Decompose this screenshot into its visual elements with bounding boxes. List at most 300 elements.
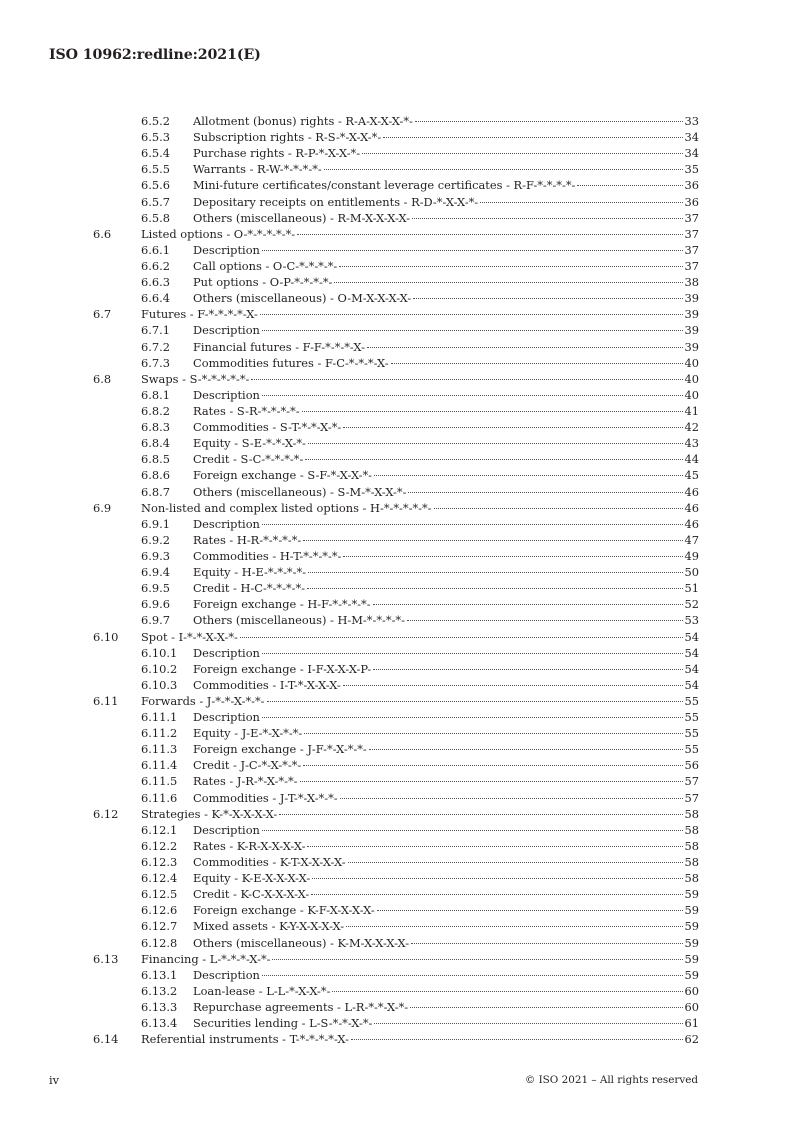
toc-dot-leader <box>262 975 683 976</box>
toc-entry-page: 54 <box>684 677 699 692</box>
toc-entry-line <box>193 709 699 725</box>
toc-dot-leader <box>373 669 682 670</box>
toc-entry-page: 51 <box>684 581 699 596</box>
toc-subsection-entry[interactable] <box>93 757 699 773</box>
toc-entry-number: 6.8.6 <box>141 468 170 483</box>
toc-dot-leader <box>369 749 683 750</box>
toc-entry-line <box>141 1031 699 1047</box>
toc-subsection-entry[interactable] <box>93 210 699 226</box>
toc-entry-page: 60 <box>684 1000 699 1015</box>
toc-entry-page: 59 <box>684 903 699 918</box>
table-of-contents <box>93 113 699 1047</box>
toc-entry-page: 58 <box>684 806 699 821</box>
toc-subsection-entry[interactable] <box>93 822 699 838</box>
toc-section-entry[interactable] <box>93 693 699 709</box>
toc-entry-page: 34 <box>684 130 699 145</box>
toc-subsection-entry[interactable] <box>93 870 699 886</box>
toc-entry-number: 6.11.1 <box>141 710 178 725</box>
toc-entry-title: Purchase rights - R-P-*-X-X-*- <box>193 146 361 161</box>
toc-entry-title: Rates - J-R-*-X-*-*- <box>193 774 298 789</box>
toc-subsection-entry[interactable] <box>93 355 699 371</box>
toc-entry-page: 55 <box>684 742 699 757</box>
toc-entry-line <box>193 532 699 548</box>
toc-entry-title: Equity - H-E-*-*-*-*- <box>193 565 307 580</box>
toc-entry-page: 40 <box>684 371 699 386</box>
toc-entry-number: 6.12.6 <box>141 903 178 918</box>
toc-entry-number: 6.9.1 <box>141 516 170 531</box>
toc-subsection-entry[interactable] <box>93 113 699 129</box>
toc-entry-line <box>193 822 699 838</box>
toc-entry-title: Swaps - S-*-*-*-*-*- <box>141 371 250 386</box>
toc-entry-number: 6.6.3 <box>141 275 170 290</box>
toc-entry-title: Others (miscellaneous) - H-M-*-*-*-*- <box>193 613 405 628</box>
toc-entry-title: Description <box>193 516 260 531</box>
toc-section-entry[interactable] <box>93 500 699 516</box>
toc-entry-line <box>193 645 699 661</box>
toc-dot-leader <box>391 363 683 364</box>
toc-subsection-entry[interactable] <box>93 322 699 338</box>
toc-subsection-entry[interactable] <box>93 274 699 290</box>
toc-entry-line <box>193 741 699 757</box>
toc-dot-leader <box>300 781 683 782</box>
toc-dot-leader <box>348 862 683 863</box>
toc-entry-line <box>193 339 699 355</box>
toc-entry-page: 39 <box>684 291 699 306</box>
toc-entry-page: 59 <box>684 951 699 966</box>
toc-entry-line <box>193 967 699 983</box>
toc-entry-number: 6.7.3 <box>141 355 170 370</box>
toc-entry-page: 49 <box>684 548 699 563</box>
toc-subsection-entry[interactable] <box>93 242 699 258</box>
toc-dot-leader <box>374 475 682 476</box>
toc-entry-page: 39 <box>684 339 699 354</box>
toc-entry-title: Foreign exchange - K-F-X-X-X-X- <box>193 903 375 918</box>
toc-subsection-entry[interactable] <box>93 532 699 548</box>
toc-subsection-entry[interactable] <box>93 403 699 419</box>
toc-entry-page: 35 <box>684 162 699 177</box>
toc-entry-title: Foreign exchange - H-F-*-*-*-*- <box>193 597 371 612</box>
toc-entry-number: 6.5.3 <box>141 130 170 145</box>
toc-dot-leader <box>304 733 682 734</box>
toc-entry-number: 6.9.5 <box>141 581 170 596</box>
toc-entry-title: Referential instruments - T-*-*-*-*-X- <box>141 1032 349 1047</box>
toc-entry-line <box>193 935 699 951</box>
toc-entry-page: 38 <box>684 275 699 290</box>
toc-subsection-entry[interactable] <box>93 1015 699 1031</box>
toc-entry-title: Others (miscellaneous) - K-M-X-X-X-X- <box>193 935 410 950</box>
toc-subsection-entry[interactable] <box>93 161 699 177</box>
toc-entry-number: 6.9 <box>93 500 112 515</box>
toc-dot-leader <box>373 604 683 605</box>
toc-dot-leader <box>480 202 682 203</box>
toc-section-entry[interactable] <box>93 371 699 387</box>
toc-entry-line <box>193 451 699 467</box>
toc-dot-leader <box>434 508 683 509</box>
toc-entry-page: 61 <box>684 1016 699 1031</box>
toc-dot-leader <box>413 298 682 299</box>
toc-entry-line <box>193 564 699 580</box>
toc-dot-leader <box>340 798 683 799</box>
toc-entry-line <box>193 290 699 306</box>
toc-entry-title: Others (miscellaneous) - R-M-X-X-X-X- <box>193 210 411 225</box>
toc-dot-leader <box>343 685 683 686</box>
toc-entry-line <box>193 790 699 806</box>
toc-entry-line <box>193 419 699 435</box>
toc-entry-number: 6.8.7 <box>141 484 170 499</box>
toc-entry-title: Call options - O-C-*-*-*-*- <box>193 258 338 273</box>
toc-entry-page: 60 <box>684 983 699 998</box>
toc-entry-number: 6.13.3 <box>141 1000 178 1015</box>
toc-section-entry[interactable] <box>93 629 699 645</box>
toc-entry-number: 6.6.2 <box>141 258 170 273</box>
toc-entry-number: 6.8.1 <box>141 387 170 402</box>
toc-entry-title: Commodities - S-T-*-*-X-*- <box>193 420 342 435</box>
toc-entry-title: Credit - J-C-*-X-*-*- <box>193 758 302 773</box>
toc-entry-line <box>193 403 699 419</box>
toc-entry-number: 6.7.2 <box>141 339 170 354</box>
toc-entry-number: 6.8 <box>93 371 112 386</box>
toc-entry-number: 6.6.1 <box>141 242 170 257</box>
toc-entry-line <box>193 902 699 918</box>
toc-entry-page: 36 <box>684 194 699 209</box>
toc-dot-leader <box>343 427 682 428</box>
toc-entry-line <box>193 242 699 258</box>
toc-entry-title: Others (miscellaneous) - S-M-*-X-X-*- <box>193 484 407 499</box>
toc-entry-number: 6.9.6 <box>141 597 170 612</box>
toc-entry-page: 53 <box>684 613 699 628</box>
toc-dot-leader <box>367 347 683 348</box>
toc-entry-number: 6.8.4 <box>141 436 170 451</box>
toc-entry-number: 6.5.5 <box>141 162 170 177</box>
toc-section-entry[interactable] <box>93 306 699 322</box>
toc-dot-leader <box>410 1007 682 1008</box>
toc-entry-number: 6.13.2 <box>141 983 178 998</box>
toc-entry-title: Description <box>193 323 260 338</box>
toc-entry-title: Strategies - K-*-X-X-X-X- <box>141 806 278 821</box>
toc-entry-page: 55 <box>684 693 699 708</box>
toc-entry-title: Financial futures - F-F-*-*-*-X- <box>193 339 365 354</box>
toc-entry-line <box>193 1015 699 1031</box>
toc-entry-page: 43 <box>684 436 699 451</box>
toc-dot-leader <box>262 524 683 525</box>
toc-entry-page: 37 <box>684 226 699 241</box>
toc-dot-leader <box>262 395 683 396</box>
toc-dot-leader <box>272 959 682 960</box>
toc-subsection-entry[interactable] <box>93 838 699 854</box>
toc-section-entry[interactable] <box>93 806 699 822</box>
toc-entry-title: Credit - S-C-*-*-*-*- <box>193 452 304 467</box>
toc-entry-line <box>141 306 699 322</box>
toc-entry-page: 52 <box>684 597 699 612</box>
toc-entry-title: Equity - K-E-X-X-X-X- <box>193 871 311 886</box>
toc-subsection-entry[interactable] <box>93 339 699 355</box>
toc-dot-leader <box>307 588 682 589</box>
toc-entry-line <box>193 983 699 999</box>
toc-dot-leader <box>334 282 682 283</box>
toc-dot-leader <box>408 492 682 493</box>
page-number: iv <box>49 1073 60 1087</box>
toc-dot-leader <box>346 926 682 927</box>
toc-subsection-entry[interactable] <box>93 967 699 983</box>
toc-entry-line <box>193 355 699 371</box>
toc-entry-number: 6.10.2 <box>141 661 178 676</box>
toc-entry-title: Description <box>193 967 260 982</box>
toc-entry-page: 57 <box>684 790 699 805</box>
toc-entry-title: Equity - S-E-*-*-X-*- <box>193 436 306 451</box>
toc-entry-number: 6.13.1 <box>141 967 178 982</box>
toc-entry-line <box>193 870 699 886</box>
toc-entry-title: Non-listed and complex listed options - H-*-*-*-*-*- <box>141 500 432 515</box>
toc-entry-page: 37 <box>684 242 699 257</box>
toc-entry-page: 41 <box>684 403 699 418</box>
toc-entry-line <box>193 886 699 902</box>
toc-entry-page: 57 <box>684 774 699 789</box>
toc-entry-line <box>193 548 699 564</box>
toc-dot-leader <box>312 878 682 879</box>
toc-entry-number: 6.10 <box>93 629 119 644</box>
toc-entry-line <box>193 484 699 500</box>
toc-entry-line <box>193 161 699 177</box>
toc-entry-number: 6.5.6 <box>141 178 170 193</box>
toc-entry-page: 37 <box>684 258 699 273</box>
toc-entry-title: Repurchase agreements - L-R-*-*-X-*- <box>193 1000 409 1015</box>
toc-subsection-entry[interactable] <box>93 516 699 532</box>
toc-subsection-entry[interactable] <box>93 548 699 564</box>
toc-subsection-entry[interactable] <box>93 580 699 596</box>
toc-entry-number: 6.8.2 <box>141 403 170 418</box>
toc-entry-line <box>193 258 699 274</box>
toc-entry-line <box>193 854 699 870</box>
toc-dot-leader <box>305 459 682 460</box>
toc-entry-number: 6.10.1 <box>141 645 178 660</box>
toc-entry-line <box>193 677 699 693</box>
toc-subsection-entry[interactable] <box>93 741 699 757</box>
toc-subsection-entry[interactable] <box>93 419 699 435</box>
toc-entry-title: Subscription rights - R-S-*-X-X-*- <box>193 130 382 145</box>
toc-entry-line <box>193 145 699 161</box>
toc-entry-page: 45 <box>684 468 699 483</box>
toc-entry-line <box>193 516 699 532</box>
toc-subsection-entry[interactable] <box>93 387 699 403</box>
toc-dot-leader <box>324 169 683 170</box>
document-header: ISO 10962:redline:2021(E) <box>49 47 261 63</box>
toc-entry-number: 6.13.4 <box>141 1016 178 1031</box>
toc-subsection-entry[interactable] <box>93 612 699 628</box>
toc-entry-line <box>193 194 699 210</box>
toc-dot-leader <box>297 234 682 235</box>
toc-entry-number: 6.12.5 <box>141 887 178 902</box>
toc-entry-number: 6.9.3 <box>141 548 170 563</box>
toc-entry-title: Forwards - J-*-*-X-*-*- <box>141 693 265 708</box>
toc-dot-leader <box>303 540 682 541</box>
toc-subsection-entry[interactable] <box>93 258 699 274</box>
toc-dot-leader <box>577 185 682 186</box>
toc-subsection-entry[interactable] <box>93 484 699 500</box>
toc-entry-number: 6.8.5 <box>141 452 170 467</box>
toc-entry-line <box>193 467 699 483</box>
toc-dot-leader <box>411 943 682 944</box>
toc-dot-leader <box>377 910 683 911</box>
toc-subsection-entry[interactable] <box>93 935 699 951</box>
toc-entry-title: Commodities - H-T-*-*-*-*- <box>193 548 342 563</box>
toc-entry-line <box>141 226 699 242</box>
toc-entry-number: 6.7.1 <box>141 323 170 338</box>
toc-entry-title: Allotment (bonus) rights - R-A-X-X-X-*- <box>193 114 413 128</box>
toc-entry-line <box>193 773 699 789</box>
toc-entry-number: 6.7 <box>93 307 112 322</box>
toc-subsection-entry[interactable] <box>93 983 699 999</box>
toc-entry-line <box>193 918 699 934</box>
toc-subsection-entry[interactable] <box>93 129 699 145</box>
toc-entry-page: 55 <box>684 726 699 741</box>
toc-subsection-entry[interactable] <box>93 854 699 870</box>
toc-entry-number: 6.5.4 <box>141 146 170 161</box>
toc-entry-number: 6.12 <box>93 806 119 821</box>
toc-entry-number: 6.11.6 <box>141 790 178 805</box>
toc-entry-title: Warrants - R-W-*-*-*-*- <box>193 162 322 177</box>
toc-entry-page: 37 <box>684 210 699 225</box>
toc-subsection-entry[interactable] <box>93 773 699 789</box>
toc-entry-line <box>193 612 699 628</box>
toc-dot-leader <box>339 266 682 267</box>
toc-entry-title: Rates - K-R-X-X-X-X- <box>193 838 306 853</box>
toc-entry-title: Futures - F-*-*-*-*-X- <box>141 307 258 322</box>
toc-subsection-entry[interactable] <box>93 725 699 741</box>
toc-entry-title: Commodities futures - F-C-*-*-*-X- <box>193 355 389 370</box>
toc-entry-page: 50 <box>684 565 699 580</box>
toc-entry-number: 6.5.7 <box>141 194 170 209</box>
toc-entry-line <box>193 177 699 193</box>
toc-entry-line <box>193 725 699 741</box>
toc-dot-leader <box>279 814 682 815</box>
toc-entry-title: Description <box>193 710 260 725</box>
toc-dot-leader <box>343 556 682 557</box>
toc-entry-number: 6.13 <box>93 951 119 966</box>
toc-entry-page: 54 <box>684 629 699 644</box>
toc-subsection-entry[interactable] <box>93 918 699 934</box>
toc-entry-line <box>141 629 699 645</box>
toc-subsection-entry[interactable] <box>93 194 699 210</box>
toc-entry-page: 58 <box>684 855 699 870</box>
toc-subsection-entry[interactable] <box>93 661 699 677</box>
toc-subsection-entry[interactable] <box>93 145 699 161</box>
toc-entry-title: Rates - H-R-*-*-*-*- <box>193 532 302 547</box>
toc-subsection-entry[interactable] <box>93 467 699 483</box>
toc-subsection-entry[interactable] <box>93 290 699 306</box>
toc-subsection-entry[interactable] <box>93 709 699 725</box>
toc-entry-page: 39 <box>684 323 699 338</box>
toc-entry-page: 54 <box>684 645 699 660</box>
toc-dot-leader <box>407 620 683 621</box>
toc-dot-leader <box>412 218 682 219</box>
toc-dot-leader <box>260 314 683 315</box>
toc-entry-line <box>193 113 699 129</box>
toc-subsection-entry[interactable] <box>93 886 699 902</box>
toc-dot-leader <box>311 894 682 895</box>
toc-entry-page: 33 <box>684 114 699 128</box>
toc-dot-leader <box>240 637 683 638</box>
toc-entry-page: 34 <box>684 146 699 161</box>
toc-entry-line <box>193 387 699 403</box>
toc-section-entry[interactable] <box>93 226 699 242</box>
toc-entry-page: 46 <box>684 516 699 531</box>
toc-entry-title: Credit - K-C-X-X-X-X- <box>193 887 310 902</box>
toc-subsection-entry[interactable] <box>93 177 699 193</box>
toc-entry-number: 6.11.4 <box>141 758 178 773</box>
toc-entry-number: 6.11.5 <box>141 774 178 789</box>
toc-entry-line <box>193 210 699 226</box>
toc-entry-title: Others (miscellaneous) - O-M-X-X-X-X- <box>193 291 412 306</box>
toc-subsection-entry[interactable] <box>93 645 699 661</box>
toc-entry-title: Description <box>193 242 260 257</box>
toc-dot-leader <box>262 330 683 331</box>
toc-entry-number: 6.12.7 <box>141 919 178 934</box>
toc-entry-number: 6.11.3 <box>141 742 178 757</box>
toc-entry-page: 58 <box>684 838 699 853</box>
toc-entry-page: 36 <box>684 178 699 193</box>
toc-entry-title: Commodities - I-T-*-X-X-X- <box>193 677 341 692</box>
toc-section-entry[interactable] <box>93 951 699 967</box>
toc-dot-leader <box>307 846 682 847</box>
toc-entry-page: 42 <box>684 420 699 435</box>
toc-subsection-entry[interactable] <box>93 790 699 806</box>
toc-dot-leader <box>267 701 683 702</box>
toc-entry-line <box>193 435 699 451</box>
toc-entry-line <box>193 757 699 773</box>
toc-subsection-entry[interactable] <box>93 677 699 693</box>
toc-dot-leader <box>262 830 683 831</box>
toc-subsection-entry[interactable] <box>93 435 699 451</box>
toc-dot-leader <box>262 250 683 251</box>
toc-entry-title: Commodities - K-T-X-X-X-X- <box>193 855 346 870</box>
toc-entry-line <box>193 580 699 596</box>
toc-entry-page: 59 <box>684 967 699 982</box>
toc-entry-page: 58 <box>684 822 699 837</box>
toc-entry-title: Mini-future certificates/constant leverage certificates - R-F-*-*-*-*- <box>193 178 576 193</box>
toc-entry-number: 6.12.3 <box>141 855 178 870</box>
toc-dot-leader <box>308 443 683 444</box>
toc-entry-title: Loan-lease - L-L-*-X-X-*- <box>193 983 331 998</box>
toc-entry-page: 56 <box>684 758 699 773</box>
toc-entry-title: Description <box>193 645 260 660</box>
toc-subsection-entry[interactable] <box>93 596 699 612</box>
toc-entry-page: 59 <box>684 887 699 902</box>
toc-subsection-entry[interactable] <box>93 564 699 580</box>
toc-entry-number: 6.12.1 <box>141 822 178 837</box>
toc-dot-leader <box>415 121 683 122</box>
toc-entry-title: Credit - H-C-*-*-*-*- <box>193 581 306 596</box>
toc-entry-title: Put options - O-P-*-*-*-*- <box>193 275 333 290</box>
toc-entry-number: 6.12.2 <box>141 838 178 853</box>
toc-subsection-entry[interactable] <box>93 451 699 467</box>
toc-subsection-entry[interactable] <box>93 902 699 918</box>
toc-entry-page: 40 <box>684 387 699 402</box>
toc-entry-title: Mixed assets - K-Y-X-X-X-X- <box>193 919 345 934</box>
toc-entry-line <box>193 838 699 854</box>
toc-entry-line <box>141 693 699 709</box>
toc-entry-number: 6.10.3 <box>141 677 178 692</box>
toc-subsection-entry[interactable] <box>93 999 699 1015</box>
toc-entry-number: 6.8.3 <box>141 420 170 435</box>
toc-entry-line <box>193 596 699 612</box>
toc-entry-number: 6.5.8 <box>141 210 170 225</box>
toc-entry-page: 47 <box>684 532 699 547</box>
toc-entry-number: 6.14 <box>93 1032 119 1047</box>
toc-section-entry[interactable] <box>93 1031 699 1047</box>
toc-entry-line <box>193 129 699 145</box>
toc-entry-line <box>141 371 699 387</box>
toc-entry-line <box>193 322 699 338</box>
